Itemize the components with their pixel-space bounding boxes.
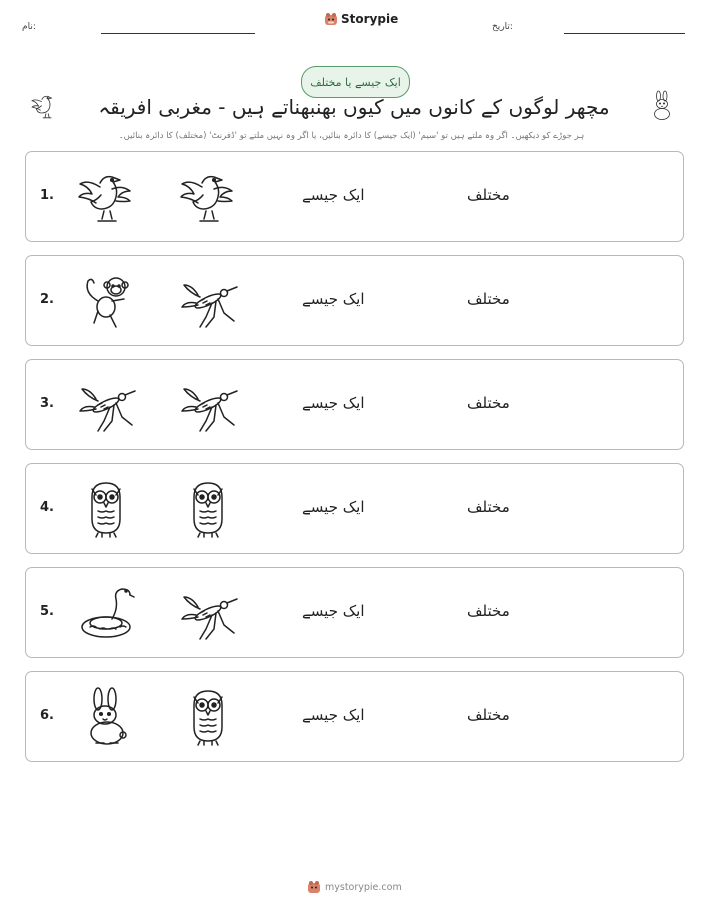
question-row — [25, 567, 684, 658]
mosquito-icon — [178, 271, 238, 331]
question-number: 2. — [40, 292, 54, 307]
owl-icon — [76, 479, 136, 539]
snake-icon — [76, 583, 136, 643]
same-option[interactable]: ایک جیسے — [302, 498, 365, 516]
same-option[interactable]: ایک جیسے — [302, 706, 365, 724]
question-row — [25, 255, 684, 346]
question-row — [25, 151, 684, 242]
rabbit-icon — [76, 687, 136, 747]
mosquito-icon — [76, 375, 136, 435]
question-number: 6. — [40, 708, 54, 723]
question-number: 1. — [40, 188, 54, 203]
instructions: ہر جوڑے کو دیکھیں۔ اگر وہ ملتے ہیں تو 'سیم' (ایک جیسے) کا دائرہ بنائیں، یا اگر وہ نہیں ملتے تو 'ڈفرنٹ' (مختلف) کا دائرہ بنائیں۔ — [118, 131, 585, 141]
owl-icon — [178, 479, 238, 539]
mosquito-icon — [178, 583, 238, 643]
monkey-icon — [76, 271, 136, 331]
different-option[interactable]: مختلف — [467, 394, 510, 412]
same-option[interactable]: ایک جیسے — [302, 394, 365, 412]
name-label: نام: — [22, 22, 36, 32]
different-option[interactable]: مختلف — [467, 290, 510, 308]
question-number: 4. — [40, 500, 54, 515]
page-title: مچھر لوگوں کے کانوں میں کیوں بھنبھناتے ہیں - مغربی افریقہ — [98, 95, 610, 119]
same-option[interactable]: ایک جیسے — [302, 186, 365, 204]
footer — [307, 880, 402, 894]
decor-rabbit-icon — [647, 88, 677, 124]
question-row — [25, 359, 684, 450]
brand-name: Storypie — [341, 12, 399, 26]
date-label: تاریخ: — [492, 22, 513, 32]
brand-logo — [324, 12, 398, 26]
same-option[interactable]: ایک جیسے — [302, 602, 365, 620]
decor-bird-icon — [30, 88, 62, 122]
different-option[interactable]: مختلف — [467, 602, 510, 620]
date-line[interactable] — [564, 33, 685, 34]
footer-url: mystorypie.com — [325, 881, 402, 893]
question-number: 3. — [40, 396, 54, 411]
mosquito-icon — [178, 375, 238, 435]
question-number: 5. — [40, 604, 54, 619]
eagle-icon — [178, 167, 238, 227]
name-line[interactable] — [101, 33, 255, 34]
eagle-icon — [76, 167, 136, 227]
different-option[interactable]: مختلف — [467, 706, 510, 724]
owl-icon — [178, 687, 238, 747]
different-option[interactable]: مختلف — [467, 498, 510, 516]
same-option[interactable]: ایک جیسے — [302, 290, 365, 308]
storypie-logo-icon — [324, 12, 338, 26]
different-option[interactable]: مختلف — [467, 186, 510, 204]
storypie-footer-logo-icon — [307, 880, 321, 894]
worksheet-type-badge: ایک جیسے یا مختلف — [301, 66, 410, 98]
question-row — [25, 463, 684, 554]
question-row — [25, 671, 684, 762]
